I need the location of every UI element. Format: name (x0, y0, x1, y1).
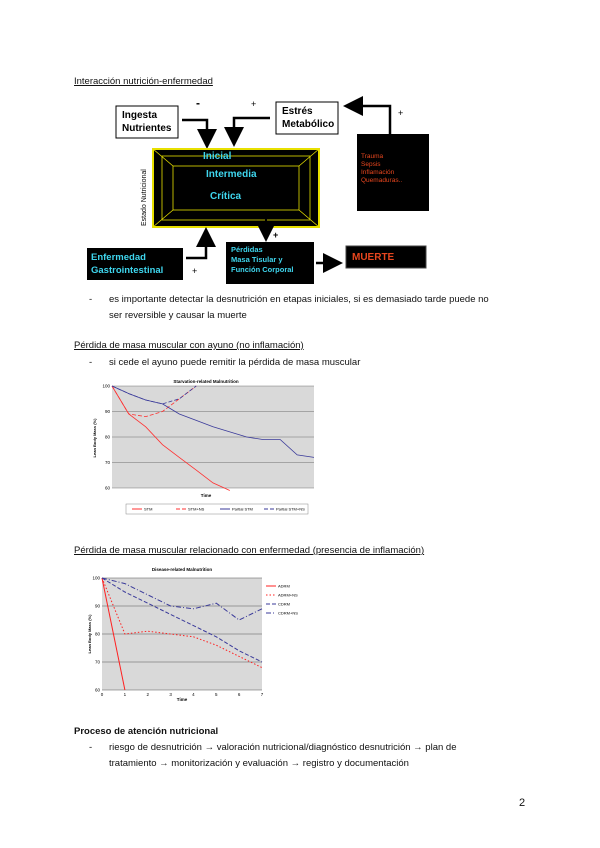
plus-sign-bottom: + (192, 266, 198, 276)
nutrition-disease-diagram (70, 92, 510, 288)
legend-label: STM+NS (188, 506, 205, 512)
x-tick-label: 2 (146, 692, 149, 697)
bullet-text-line-2: tratamiento → monitorización y evaluación → registro y documentación (109, 758, 409, 769)
bullet-text-line-1: riesgo de desnutrición → valoración nutricional/diagnóstico desnutrición → plan de (109, 742, 457, 753)
section-heading-proceso: Proceso de atención nutricional (74, 726, 219, 737)
perdidas-line-1: Pérdidas (231, 245, 263, 254)
arrow-ingesta (182, 120, 207, 144)
ingesta-label-1: Ingesta (122, 110, 158, 121)
level-inicial: Inicial (203, 151, 232, 162)
x-tick-label: 4 (192, 692, 195, 697)
level-intermedia: Intermedia (206, 169, 257, 180)
ingesta-label-2: Nutrientes (122, 123, 172, 134)
y-tick-label: 90 (104, 409, 110, 414)
bullet-text: si cede el ayuno puede remitir la pérdida de masa muscular (109, 357, 361, 368)
page-number: 2 (519, 797, 526, 809)
legend-label: STM (144, 506, 153, 512)
legend-label: CDRM+NS (278, 610, 298, 616)
enfermedad-label-1: Enfermedad (91, 252, 146, 263)
minus-sign: - (196, 96, 200, 110)
bullet-text-line-1: es importante detectar la desnutrición en etapas iniciales, si es demasiado tarde puede no (109, 294, 489, 305)
enfermedad-label-2: Gastrointestinal (91, 265, 164, 276)
x-tick-label: 1 (123, 692, 127, 697)
starvation-chart (88, 378, 328, 520)
y-tick-label: 90 (94, 603, 100, 609)
level-critica: Crítica (210, 191, 242, 202)
x-tick-label: 7 (260, 692, 264, 697)
legend-label: Partial STM+NS (276, 506, 305, 512)
arrow-enfermedad (186, 232, 206, 258)
y-tick-label: 100 (92, 575, 100, 581)
y-tick-label: 100 (102, 383, 110, 389)
plus-sign-top: + (251, 99, 257, 109)
section-heading-ayuno: Pérdida de masa muscular con ayuno (no inflamación) (74, 340, 304, 351)
x-tick-label: 5 (215, 692, 218, 697)
x-tick-label: 6 (237, 692, 241, 697)
bullet-dash: - (89, 742, 93, 753)
y-tick-label: 80 (104, 434, 110, 440)
x-axis-label: Time (176, 697, 188, 702)
bullet-ayuno (89, 355, 559, 371)
bullet-dash: - (89, 294, 93, 305)
section-heading-interaction: Interacción nutrición-enfermedad (74, 76, 213, 87)
x-axis-label: Time (200, 493, 212, 498)
legend-label: ADRM+NS (278, 592, 298, 598)
plus-sign-right: + (398, 108, 404, 118)
perdidas-line-3: Función Corporal (231, 265, 294, 274)
estres-label-1: Estrés (282, 106, 313, 117)
estres-label-2: Metabólico (282, 119, 335, 130)
y-axis-label: Lean Body Mass (%) (92, 418, 97, 458)
y-tick-label: 60 (94, 687, 100, 693)
y-tick-label: 60 (104, 485, 110, 491)
section-heading-enfermedad: Pérdida de masa muscular relacionado con enfermedad (presencia de inflamación) (74, 545, 425, 556)
muerte-label: MUERTE (352, 252, 395, 263)
chart-title: Starvation-related Malnutrition (173, 379, 239, 384)
legend-label: ADRM (278, 583, 290, 589)
legend-label: CDRM (278, 601, 290, 607)
trauma-line-4: Quemaduras.. (361, 177, 403, 184)
legend-label: Partial STM (232, 506, 253, 512)
arrow-estres (234, 118, 270, 142)
plus-sign-mid: + (273, 230, 279, 240)
bullet-text-line-2: ser reversible y causar la muerte (109, 310, 247, 321)
perdidas-line-2: Masa Tisular y (231, 255, 283, 264)
arrow-trauma (348, 106, 390, 134)
trauma-line-3: Inflamación (361, 169, 395, 176)
estado-nutricional-label: Estado Nutricional (141, 169, 148, 226)
bullet-proceso (89, 740, 559, 772)
y-tick-label: 80 (94, 631, 100, 637)
y-axis-label: Lean Body Mass (%) (87, 614, 92, 654)
disease-chart (88, 562, 298, 702)
trauma-line-1: Trauma (361, 153, 384, 160)
x-tick-label: 0 (100, 692, 104, 697)
bullet-dash: - (89, 357, 93, 368)
chart-title: Disease-related Malnutrition (151, 567, 213, 572)
y-tick-label: 70 (104, 460, 110, 465)
x-tick-label: 3 (169, 692, 172, 697)
estado-box (153, 149, 319, 227)
trauma-line-2: Sepsis (361, 161, 381, 168)
bullet-interaction (89, 292, 559, 324)
y-tick-label: 70 (94, 659, 100, 665)
